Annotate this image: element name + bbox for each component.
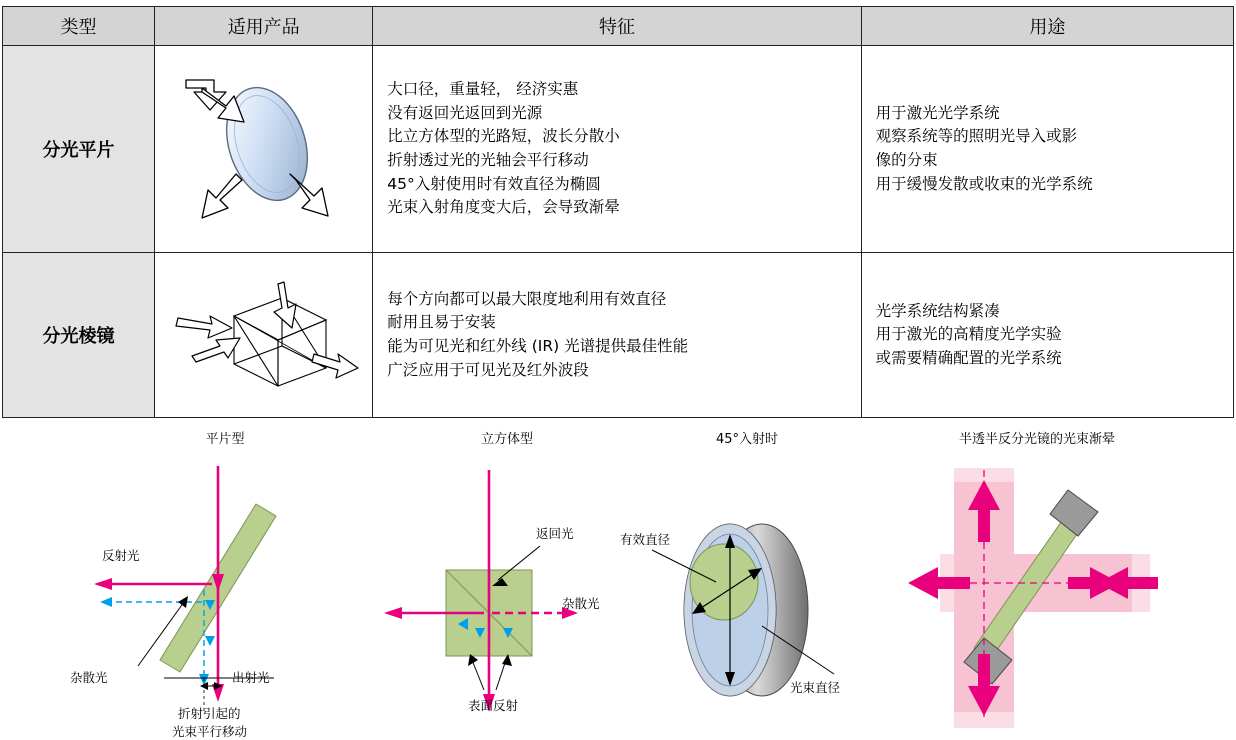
use-line: 光学系统结构紧凑 bbox=[875, 301, 1000, 320]
row-uses-cube bbox=[861, 253, 1233, 418]
row-features-cube bbox=[373, 253, 861, 418]
feature-line: 耐用且易于安装 bbox=[387, 313, 496, 332]
figure-title: 45°入射时 bbox=[715, 432, 779, 447]
feature-line: 比立方体型的光路短，波长分散小 bbox=[387, 127, 620, 146]
figure-title: 平片型 bbox=[205, 432, 245, 447]
label-stray-light: 杂散光 bbox=[562, 596, 600, 611]
plate-type-diagram bbox=[60, 450, 390, 740]
feature-line: 45°入射使用时有效直径为椭圆 bbox=[387, 174, 601, 193]
header-type: 类型 bbox=[3, 7, 155, 46]
label-shift-2: 光束平行移动 bbox=[172, 724, 248, 739]
label-surface-reflection: 表面反射 bbox=[468, 698, 519, 713]
feature-line: 能为可见光和红外线 (IR) 光谱提供最佳性能 bbox=[387, 337, 689, 355]
use-line: 或需要精确配置的光学系统 bbox=[875, 348, 1062, 367]
spec-table bbox=[2, 6, 1234, 418]
label-effective-diameter: 有效直径 bbox=[620, 532, 671, 547]
row-product-cube bbox=[155, 253, 373, 418]
label-output: 出射光 bbox=[232, 670, 270, 685]
figure-title: 立方体型 bbox=[480, 432, 533, 447]
elliptical-aperture-diagram bbox=[612, 450, 882, 740]
row-product-plate bbox=[155, 46, 373, 253]
figures-row bbox=[0, 418, 1236, 740]
feature-line: 光束入射角度变大后，会导致渐晕 bbox=[387, 198, 620, 217]
vignetting-diagram bbox=[872, 450, 1202, 740]
beamsplitter-plate-diagram bbox=[164, 62, 364, 232]
feature-line: 广泛应用于可见光及红外波段 bbox=[387, 360, 589, 379]
figure-title: 半透半反分光镜的光束渐晕 bbox=[958, 432, 1115, 447]
row-type-plate: 分光平片 bbox=[3, 46, 155, 253]
row-uses-plate bbox=[861, 46, 1233, 253]
label-shift-1: 折射引起的 bbox=[178, 706, 241, 721]
use-line: 用于激光光学系统 bbox=[875, 103, 1000, 122]
header-use: 用途 bbox=[861, 7, 1233, 46]
table-header-row bbox=[3, 7, 1234, 46]
label-beam-diameter: 光束直径 bbox=[790, 680, 841, 695]
feature-line: 大口径，重量轻， 经济实惠 bbox=[387, 80, 579, 99]
use-line: 像的分束 bbox=[875, 151, 938, 169]
row-features-plate bbox=[373, 46, 861, 253]
spec-table-container bbox=[2, 6, 1234, 418]
header-feature: 特征 bbox=[373, 7, 861, 46]
label-stray: 杂散光 bbox=[70, 670, 108, 685]
use-line: 用于激光的高精度光学实验 bbox=[875, 325, 1062, 344]
table-row bbox=[3, 253, 1234, 418]
feature-line: 每个方向都可以最大限度地利用有效直径 bbox=[387, 289, 667, 308]
cube-type-diagram bbox=[372, 450, 642, 740]
header-product: 适用产品 bbox=[155, 7, 373, 46]
beamsplitter-cube-diagram bbox=[164, 268, 364, 398]
label-reflected: 反射光 bbox=[102, 548, 140, 563]
feature-line: 没有返回光返回到光源 bbox=[387, 103, 543, 122]
use-line: 用于缓慢发散或收束的光学系统 bbox=[875, 174, 1093, 193]
table-row bbox=[3, 46, 1234, 253]
use-line: 观察系统等的照明光导入或影 bbox=[875, 127, 1078, 146]
row-type-cube: 分光棱镜 bbox=[3, 253, 155, 418]
label-return-light: 返回光 bbox=[536, 526, 574, 541]
feature-line: 折射透过光的光轴会平行移动 bbox=[387, 151, 589, 169]
